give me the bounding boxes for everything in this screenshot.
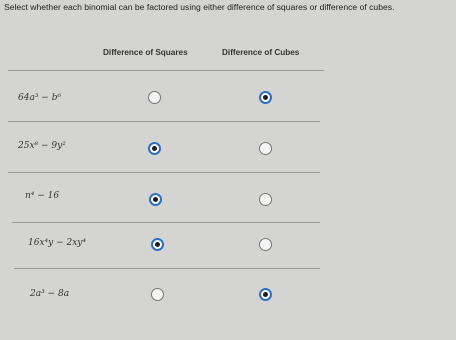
radio-row-3-squares[interactable] — [149, 193, 162, 206]
row-divider — [8, 121, 320, 122]
column-header-difference-of-cubes: Difference of Cubes — [222, 48, 300, 57]
radio-dot — [153, 197, 158, 202]
expression-row-1: 64a³ − b⁶ — [18, 93, 62, 103]
row-divider — [12, 222, 320, 223]
radio-row-4-squares[interactable] — [151, 238, 164, 251]
radio-dot — [263, 292, 268, 297]
radio-dot — [152, 146, 157, 151]
instruction-text: Select whether each binomial can be factored using either difference of squares or difference of cubes. — [4, 2, 395, 12]
radio-row-2-cubes[interactable] — [259, 142, 272, 155]
expression-row-5: 2a³ − 8a — [30, 289, 70, 299]
row-divider — [8, 172, 320, 173]
radio-row-5-squares[interactable] — [151, 288, 164, 301]
expression-row-3: n⁴ − 16 — [25, 191, 60, 201]
column-header-difference-of-squares: Difference of Squares — [103, 48, 188, 57]
radio-row-1-squares[interactable] — [148, 91, 161, 104]
row-divider — [14, 268, 320, 269]
radio-dot — [263, 95, 268, 100]
radio-row-1-cubes[interactable] — [259, 91, 272, 104]
radio-row-3-cubes[interactable] — [259, 193, 272, 206]
radio-dot — [155, 242, 160, 247]
expression-row-2: 25x⁸ − 9y² — [18, 141, 66, 151]
header-divider — [8, 70, 324, 71]
radio-row-5-cubes[interactable] — [259, 288, 272, 301]
radio-row-4-cubes[interactable] — [259, 238, 272, 251]
expression-row-4: 16x⁴y − 2xy⁴ — [28, 238, 86, 248]
radio-row-2-squares[interactable] — [148, 142, 161, 155]
